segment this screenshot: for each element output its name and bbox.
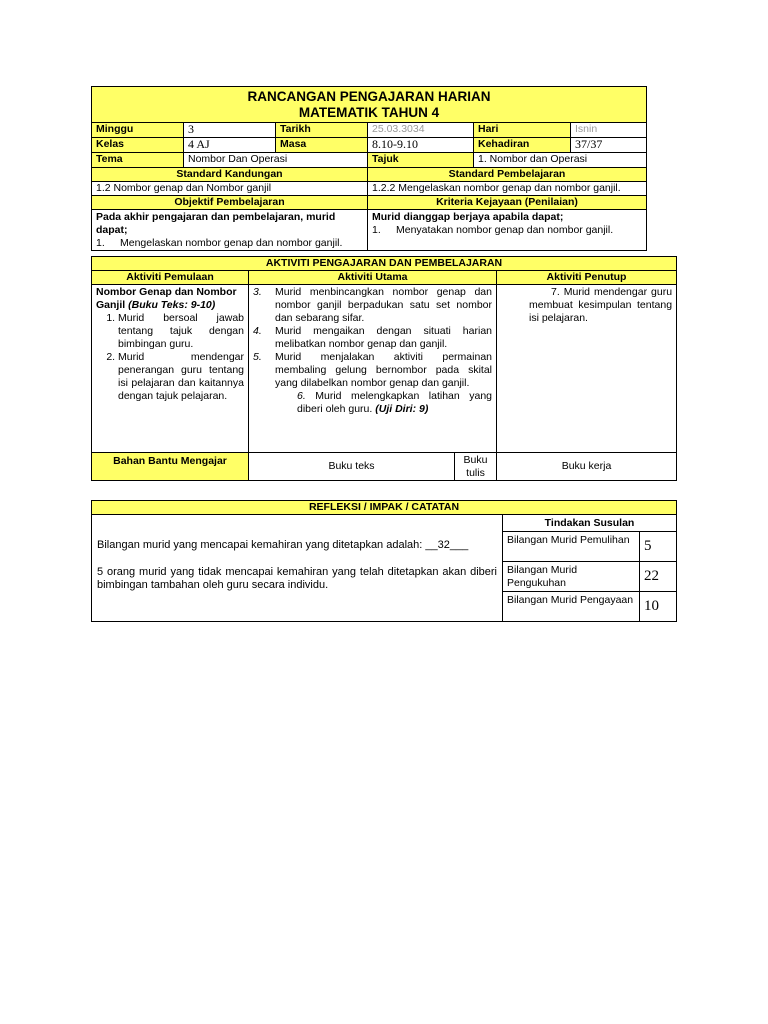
bbm-label: Bahan Bantu Mengajar	[92, 453, 249, 481]
hari-value: Isnin	[571, 123, 647, 138]
rph-header-table	[91, 86, 647, 251]
list-item: 1. Murid bersoal jawab tentang tajuk dengan bimbingan guru.	[118, 312, 244, 351]
utama-item-num: 4.	[253, 325, 262, 337]
page-title	[92, 87, 647, 123]
objektif-label: Objektif Pembelajaran	[92, 196, 368, 210]
aktiviti-table	[91, 256, 677, 481]
pemulihan-label: Bilangan Murid Pemulihan	[503, 532, 640, 562]
minggu-value: 3	[184, 123, 276, 138]
utama-item-text: Murid menbincangkan nombor genap dan nombor ganjil berpadukan satu set nombor dan sebarang sifar.	[275, 286, 492, 324]
tajuk-label: Tajuk	[368, 153, 474, 168]
tema-value: Nombor Dan Operasi	[184, 153, 368, 168]
refleksi-title: REFLEKSI / IMPAK / CATATAN	[92, 501, 677, 515]
bbm-buku-kerja: Buku kerja	[497, 453, 677, 481]
pemulaan-heading-text: Nombor Genap dan Nombor Ganjil	[96, 286, 237, 311]
penutup-item-text: Murid mendengar guru membuat kesimpulan tentang isi pelajaran.	[529, 286, 673, 324]
aktiviti-title: AKTIVITI PENGAJARAN DAN PEMBELAJARAN	[92, 257, 677, 271]
tarikh-value: 25.03.3034	[368, 123, 474, 138]
minggu-label: Minggu	[92, 123, 184, 138]
utama-item-num: 5.	[253, 351, 262, 363]
aktiviti-pemulaan-label: Aktiviti Pemulaan	[92, 271, 249, 285]
pemulaan-ref: (Buku Teks: 9-10)	[128, 299, 216, 311]
pengayaan-label: Bilangan Murid Pengayaan	[503, 592, 640, 622]
aktiviti-utama-label: Aktiviti Utama	[249, 271, 497, 285]
kelas-value: 4 AJ	[184, 138, 276, 153]
bbm-buku-tulis: Buku tulis	[455, 453, 497, 481]
aktiviti-penutup-cell	[497, 285, 677, 453]
objektif-item: 1. Mengelaskan nombor genap dan nombor ganjil.	[96, 237, 343, 249]
pemulaan-list	[96, 312, 244, 403]
pengukuhan-value: 22	[640, 562, 677, 592]
objektif-cell	[92, 210, 368, 251]
kriteria-item: 1. Menyatakan nombor genap dan nombor ganjil.	[372, 224, 614, 236]
penutup-item	[501, 286, 672, 325]
kehadiran-value: 37/37	[571, 138, 647, 153]
objektif-intro: Pada akhir pengajaran dan pembelajaran, murid dapat;	[96, 211, 336, 236]
kriteria-cell	[368, 210, 647, 251]
standard-kandungan-label: Standard Kandungan	[92, 168, 368, 182]
tema-label: Tema	[92, 153, 184, 168]
pengayaan-value: 10	[640, 592, 677, 622]
aktiviti-penutup-label: Aktiviti Penutup	[497, 271, 677, 285]
utama-item-6-num: 6.	[297, 390, 306, 402]
aktiviti-pemulaan-cell	[92, 285, 249, 453]
utama-item-text: Murid menjalakan aktiviti permainan membaling gelung bernombor pada skital yang dilabelkan nombor genap dan ganjil.	[275, 351, 492, 389]
hari-label: Hari	[474, 123, 571, 138]
utama-item-6-text: Murid melengkapkan latihan yang diberi oleh guru.	[297, 390, 493, 415]
title-line-1: RANCANGAN PENGAJARAN HARIAN	[247, 89, 491, 104]
pengukuhan-label: Bilangan Murid Pengukuhan	[503, 562, 640, 592]
utama-item-3	[253, 286, 492, 325]
masa-label: Masa	[276, 138, 368, 153]
list-item: 2. Murid mendengar penerangan guru tentang isi pelajaran dan kaitannya dengan tajuk pelajaran.	[118, 351, 244, 403]
tajuk-value: 1. Nombor dan Operasi	[474, 153, 647, 168]
utama-item-5	[253, 351, 492, 390]
kelas-label: Kelas	[92, 138, 184, 153]
tindakan-susulan-label: Tindakan Susulan	[503, 515, 677, 532]
refleksi-notes-cell	[92, 515, 503, 622]
utama-item-4	[253, 325, 492, 351]
refleksi-table	[91, 500, 677, 622]
utama-item-text: Murid mengaikan dengan situati harian melibatkan nombor genap dan ganjil.	[275, 325, 492, 350]
kriteria-item-text: Menyatakan nombor genap dan nombor ganjil.	[396, 224, 614, 236]
standard-kandungan-value: 1.2 Nombor genap dan Nombor ganjil	[92, 182, 368, 196]
penutup-item-num: 7.	[551, 286, 560, 298]
refleksi-line-2: 5 orang murid yang tidak mencapai kemahiran yang telah ditetapkan akan diberi bimbingan tambahan oleh guru secara individu.	[97, 566, 497, 591]
aktiviti-utama-cell	[249, 285, 497, 453]
kriteria-label: Kriteria Kejayaan (Penilaian)	[368, 196, 647, 210]
refleksi-line-1: Bilangan murid yang mencapai kemahiran yang ditetapkan adalah: __32___	[97, 539, 469, 551]
tarikh-label: Tarikh	[276, 123, 368, 138]
masa-value: 8.10-9.10	[368, 138, 474, 153]
standard-pembelajaran-label: Standard Pembelajaran	[368, 168, 647, 182]
utama-item-num: 3.	[253, 286, 262, 298]
kehadiran-label: Kehadiran	[474, 138, 571, 153]
utama-item-6-ref: (Uji Diri: 9)	[375, 403, 429, 415]
bbm-buku-teks: Buku teks	[249, 453, 455, 481]
utama-item-6	[253, 390, 492, 416]
kriteria-intro: Murid dianggap berjaya apabila dapat;	[372, 211, 564, 223]
pemulihan-value: 5	[640, 532, 677, 562]
title-line-2: MATEMATIK TAHUN 4	[298, 105, 440, 120]
pemulaan-heading	[96, 286, 244, 312]
standard-pembelajaran-value: 1.2.2 Mengelaskan nombor genap dan nombor ganjil.	[368, 182, 647, 196]
objektif-item-text: Mengelaskan nombor genap dan nombor ganjil.	[120, 237, 343, 249]
